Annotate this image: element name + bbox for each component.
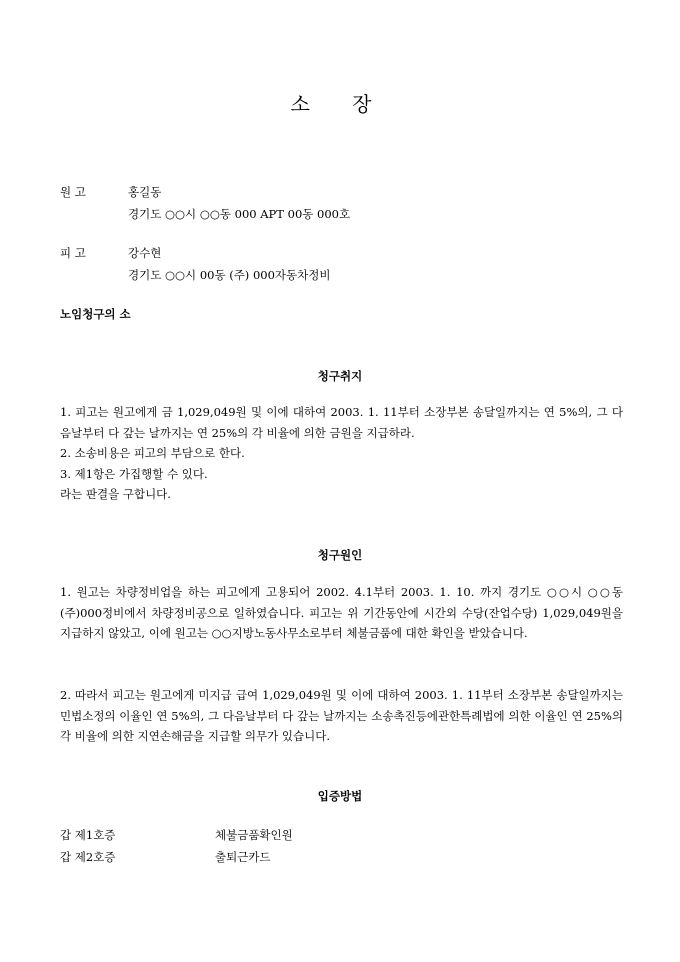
plaintiff-row bbox=[60, 184, 161, 200]
case-name: 노임청구의 소 bbox=[60, 307, 131, 321]
defendant-address: 경기도 ○○시 00동 (주) 000자동차정비 bbox=[128, 268, 331, 282]
claim-cause-heading: 청구원인 bbox=[317, 548, 363, 562]
plaintiff-address: 경기도 ○○시 ○○동 000 APT 00동 000호 bbox=[128, 207, 351, 221]
plaintiff-role: 원 고 bbox=[60, 185, 86, 199]
claim-purpose-item: 라는 판결을 구합니다. bbox=[60, 487, 171, 501]
evidence-description: 출퇴근카드 bbox=[215, 850, 271, 864]
evidence-code: 갑 제1호증 bbox=[60, 828, 116, 842]
plaintiff-name: 홍길동 bbox=[128, 185, 162, 199]
evidence-heading: 입증방법 bbox=[317, 789, 363, 803]
claim-purpose-item: 3. 제1항은 가집행할 수 있다. bbox=[60, 466, 208, 481]
document-title: 소 장 bbox=[290, 92, 390, 116]
defendant-row bbox=[60, 245, 161, 261]
evidence-code: 갑 제2호증 bbox=[60, 850, 116, 864]
claim-purpose-item: 1. 피고는 원고에게 금 1,029,049원 및 이에 대하여 2003. 1. 11부터 소장부본 송달일까지는 연 5%의, 그 다음날부터 다 갚는 날까지는 연 25%의 각 비율에 의한 금원을 지급하라. bbox=[60, 405, 623, 440]
claim-cause-paragraph: 2. 따라서 피고는 원고에게 미지급 급여 1,029,049원 및 이에 대하여 2003. 1. 11부터 소장부본 송달일까지는 민법소정의 이율인 연 5%의, 그 다음날부터 다 갚는 날까지는 소송촉진등에관한특례법에 의한 이율인 연 25%의 각 비율에 의한 지연손해금을 지급할 의무가 있습니다. bbox=[60, 688, 623, 743]
claim-purpose-item: 2. 소송비용은 피고의 부담으로 한다. bbox=[60, 446, 245, 460]
defendant-name: 강수현 bbox=[128, 246, 162, 260]
claim-purpose-heading: 청구취지 bbox=[317, 369, 363, 383]
claim-purpose-body bbox=[60, 402, 623, 505]
evidence-description: 체불금품확인원 bbox=[215, 828, 293, 842]
claim-cause-paragraph: 1. 원고는 차량정비업을 하는 피고에게 고용되어 2002. 4.1부터 2003. 1. 10. 까지 경기도 ○○시 ○○동 (주)000정비에서 차량정비공으로 일하였습니다. 피고는 위 기간동안에 시간외 수당(잔업수당) 1,029,049원을 지급하지 않았고, 이에 원고는 ○○지방노동사무소로부터 체불금품에 대한 확인을 받았습니다. bbox=[60, 585, 623, 640]
defendant-role: 피 고 bbox=[60, 246, 86, 260]
